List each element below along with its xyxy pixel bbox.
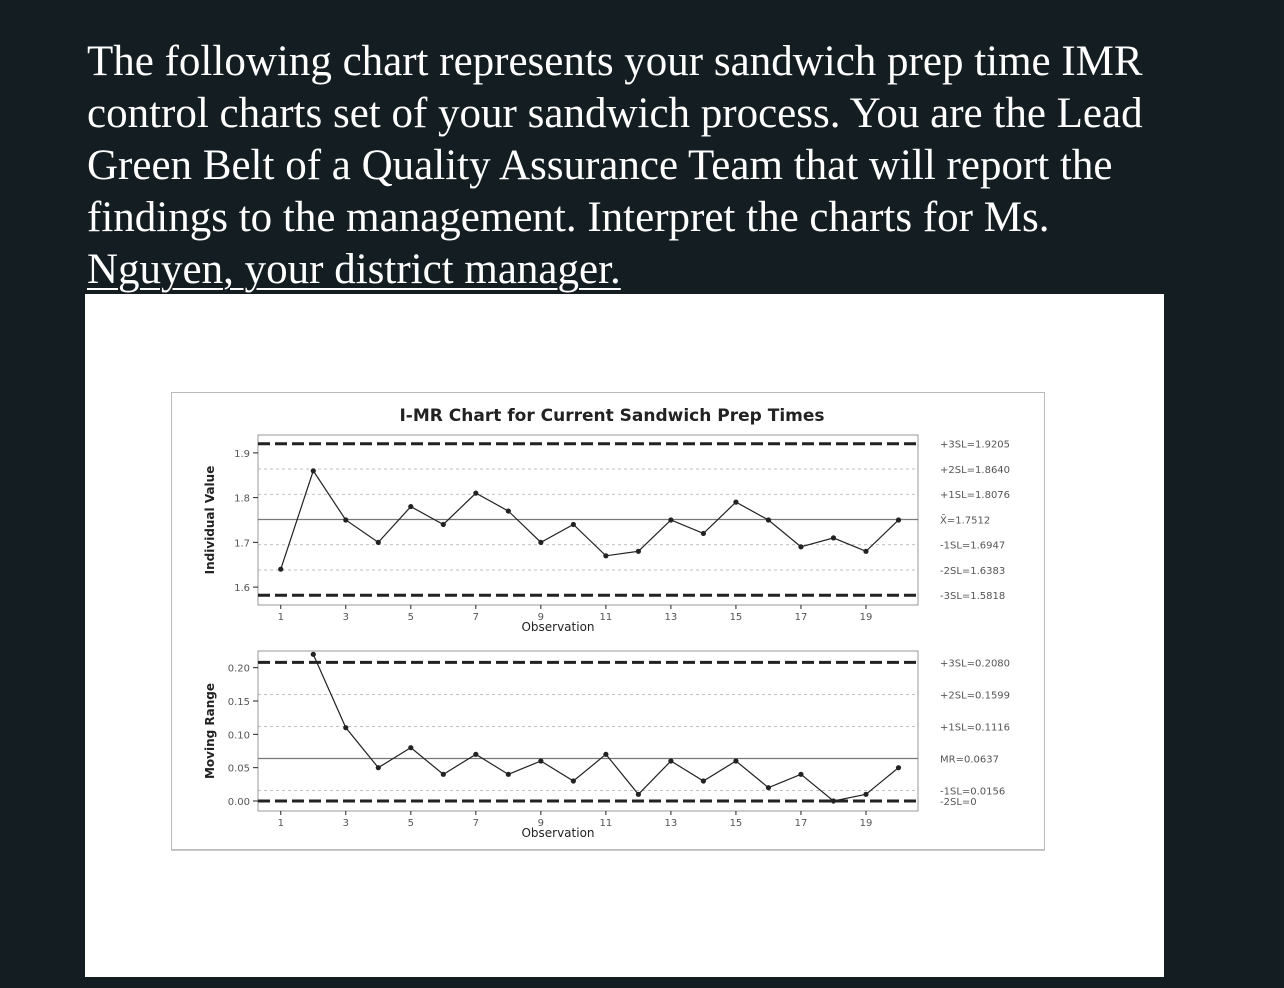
- data-point: [668, 517, 673, 522]
- data-point: [376, 765, 381, 770]
- data-point: [571, 522, 576, 527]
- x-tick-label: 3: [342, 818, 349, 829]
- data-point: [441, 772, 446, 777]
- data-point: [766, 785, 771, 790]
- question-text: [87, 36, 1227, 296]
- control-limit-label: -2SL=1.6383: [940, 565, 1006, 577]
- data-point: [408, 504, 413, 509]
- data-point: [798, 544, 803, 549]
- data-point: [408, 745, 413, 750]
- x-tick-label: 13: [664, 818, 678, 829]
- data-point: [668, 758, 673, 763]
- data-point: [376, 540, 381, 545]
- x-tick-label: 9: [537, 818, 545, 829]
- control-limit-label: +1SL=0.1116: [940, 722, 1011, 734]
- x-tick-label: 3: [342, 612, 349, 623]
- data-point: [473, 491, 478, 496]
- data-point: [733, 500, 738, 505]
- data-point: [538, 758, 543, 763]
- y-tick-label: 0.10: [227, 730, 250, 742]
- x-tick-label: 15: [729, 612, 743, 623]
- y-tick-label: 1.7: [234, 538, 250, 550]
- imr-chart-frame: [171, 392, 1045, 850]
- control-limit-label: X̄=1.7512: [940, 515, 991, 527]
- data-point: [506, 772, 511, 777]
- data-point: [571, 778, 576, 783]
- x-tick-label: 13: [664, 612, 678, 623]
- control-limit-label: +2SL=0.1599: [940, 690, 1011, 702]
- x-tick-label: 5: [407, 818, 414, 829]
- data-point: [701, 531, 706, 536]
- x-tick-label: 17: [794, 818, 808, 829]
- data-point: [798, 772, 803, 777]
- control-limit-label: -3SL=1.5818: [940, 591, 1006, 603]
- x-tick-label: 9: [537, 612, 545, 623]
- data-point: [603, 752, 608, 757]
- y-tick-label: 0.00: [227, 797, 250, 808]
- y-axis-label: Individual Value: [203, 465, 217, 575]
- data-point: [636, 792, 641, 797]
- question-line: Green Belt of a Quality Assurance Team that will report the: [87, 142, 1113, 189]
- y-tick-label: 1.8: [234, 493, 250, 505]
- x-tick-label: 11: [599, 612, 613, 623]
- data-point: [343, 725, 348, 730]
- question-line: The following chart represents your sandwich prep time IMR: [87, 38, 1143, 85]
- question-line: control charts set of your sandwich process. You are the Lead: [87, 90, 1143, 137]
- data-point: [863, 792, 868, 797]
- chart-title: I-MR Chart for Current Sandwich Prep Times: [399, 406, 825, 426]
- imr-chart-svg: [172, 393, 1044, 849]
- control-limit-label: +1SL=1.8076: [940, 490, 1011, 502]
- control-limit-label: -2SL=0: [940, 797, 977, 808]
- data-point: [603, 553, 608, 558]
- data-point: [636, 549, 641, 554]
- data-point: [441, 522, 446, 527]
- data-point: [896, 765, 901, 770]
- x-tick-label: 1: [277, 612, 284, 623]
- data-point: [701, 778, 706, 783]
- control-limit-label: +3SL=0.2080: [940, 658, 1011, 670]
- x-tick-label: 17: [794, 612, 808, 623]
- question-line: Nguyen, your district manager.: [87, 246, 621, 293]
- data-point: [278, 567, 283, 572]
- data-point: [766, 517, 771, 522]
- question-line: findings to the management. Interpret the charts for Ms.: [87, 194, 1050, 241]
- x-tick-label: 1: [277, 818, 284, 829]
- data-point: [473, 752, 478, 757]
- data-point: [311, 652, 316, 657]
- y-tick-label: 0.15: [227, 697, 250, 708]
- control-limit-label: -1SL=0.0156: [940, 786, 1006, 798]
- y-tick-label: 0.20: [227, 663, 250, 675]
- x-tick-label: 19: [859, 818, 873, 829]
- data-point: [831, 535, 836, 540]
- x-tick-label: 15: [729, 818, 743, 829]
- moving-range-panel: [203, 651, 1010, 840]
- x-tick-label: 11: [599, 818, 613, 829]
- x-axis-label: Observation: [521, 620, 595, 634]
- control-limit-label: +3SL=1.9205: [940, 439, 1011, 451]
- x-axis-label: Observation: [521, 826, 595, 840]
- y-tick-label: 1.9: [234, 448, 250, 460]
- data-point: [896, 517, 901, 522]
- x-tick-label: 7: [472, 612, 480, 623]
- control-limit-label: +2SL=1.8640: [940, 465, 1011, 476]
- x-tick-label: 19: [859, 612, 873, 623]
- data-point: [538, 540, 543, 545]
- data-point: [863, 549, 868, 554]
- x-tick-label: 7: [472, 818, 480, 829]
- plot-area-border: [258, 651, 918, 811]
- series-line: [313, 654, 898, 801]
- data-point: [343, 517, 348, 522]
- individual-value-panel: [203, 435, 1010, 634]
- data-point: [831, 798, 836, 803]
- data-point: [311, 468, 316, 473]
- data-point: [506, 508, 511, 513]
- data-point: [733, 758, 738, 763]
- y-tick-label: 1.6: [234, 583, 250, 595]
- control-limit-label: MR=0.0637: [940, 754, 999, 766]
- x-tick-label: 5: [407, 612, 414, 623]
- control-limit-label: -1SL=1.6947: [940, 540, 1006, 552]
- y-axis-label: Moving Range: [203, 682, 217, 780]
- y-tick-label: 0.05: [227, 763, 250, 775]
